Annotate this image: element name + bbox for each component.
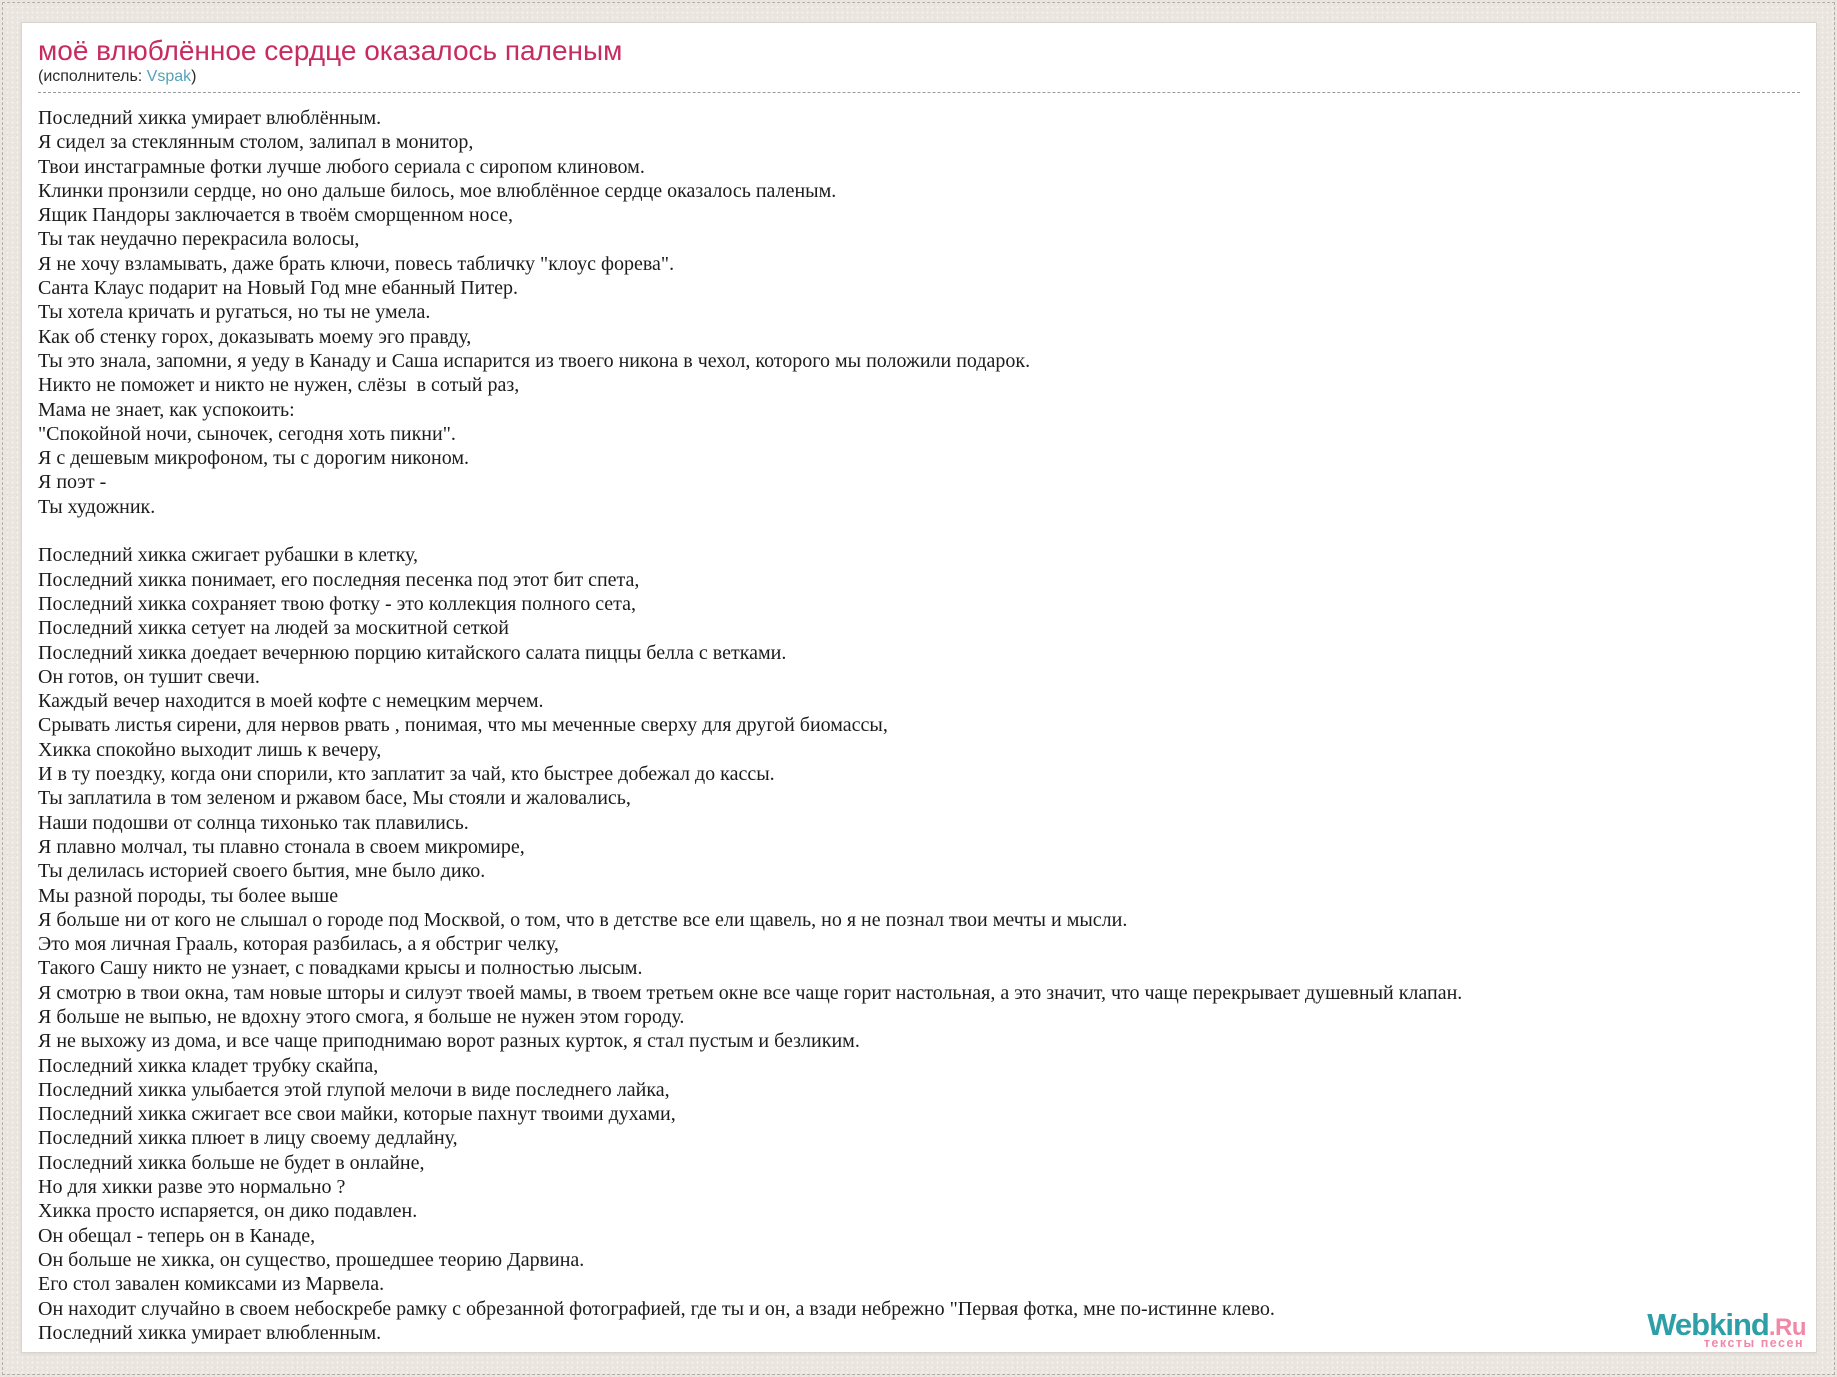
lyric-line: Я поэт - [38, 471, 107, 494]
lyric-line: Я с дешевым микрофоном, ты с дорогим никоном. [38, 447, 469, 470]
lyric-line: "Спокойной ночи, сыночек, сегодня хоть пикни". [38, 422, 456, 445]
lyric-line: Последний хикка плюет в лицу своему дедлайну, [38, 1127, 458, 1150]
webkind-logo-domain: .Ru [1768, 1313, 1806, 1341]
lyric-line: Последний хикка умирает влюблённым. [38, 107, 382, 129]
song-title: моё влюблённое сердце оказалось паленым [38, 35, 623, 66]
lyric-line: Последний хикка сжигает рубашки в клетку, [38, 544, 419, 567]
webkind-logo[interactable] [1647, 1306, 1806, 1350]
lyric-line: Я не хочу взламывать, даже брать ключи, повесь табличку "клоус форева". [38, 252, 675, 275]
webkind-logo-tagline: тексты песен [1703, 1335, 1804, 1350]
lyric-line: Ты это знала, запомни, я уеду в Канаду и Саша испарится из твоего никона в чехол, которого мы положили подарок. [38, 349, 1031, 372]
lyric-line: Ты хотела кричать и ругаться, но ты не умела. [38, 301, 431, 324]
lyric-line: Ящик Пандоры заключается в твоём сморщенном носе, [38, 204, 514, 227]
artist-suffix: ) [191, 68, 197, 85]
lyrics-stanza [38, 106, 1800, 519]
lyric-line: Мы разной породы, ты более выше [38, 884, 339, 907]
lyric-line: Каждый вечер находится в моей кофте с немецким мерчем. [38, 690, 544, 713]
lyric-line: Это моя личная Грааль, которая разбилась, а я обстриг челку, [38, 933, 559, 956]
lyric-line: Ты так неудачно перекрасила волосы, [38, 228, 360, 251]
lyrics-text [38, 106, 1800, 1345]
lyric-line: Я сидел за стеклянным столом, залипал в монитор, [38, 131, 474, 154]
lyric-line: Последний хикка сжигает все свои майки, которые пахнут твоими духами, [38, 1103, 676, 1126]
lyric-line: Клинки пронзили сердце, но оно дальше билось, мое влюблённое сердце оказалось паленым. [38, 179, 837, 202]
lyric-line: Он больше не хикка, он существо, прошедшее теорию Дарвина. [38, 1248, 585, 1271]
lyric-line: Я не выхожу из дома, и все чаще приподнимаю ворот разных курток, я стал пустым и безликим. [38, 1030, 860, 1053]
song-card [21, 22, 1817, 1353]
lyric-line: Твои инстаграмные фотки лучше любого сериала с сиропом клиновом. [38, 155, 645, 178]
lyric-line: Хикка просто испаряется, он дико подавлен. [38, 1200, 418, 1223]
lyric-line: Санта Клаус подарит на Новый Год мне ебанный Питер. [38, 277, 518, 300]
lyric-line: Последний хикка больше не будет в онлайне, [38, 1151, 425, 1174]
lyric-line: Но для хикки разве это нормально ? [38, 1176, 346, 1199]
lyric-line: Он готов, он тушит свечи. [38, 665, 260, 688]
lyric-line: Последний хикка сохраняет твою фотку - это коллекция полного сета, [38, 592, 637, 615]
lyric-line: Последний хикка понимает, его последняя песенка под этот бит спета, [38, 568, 640, 591]
lyric-line: Ты заплатила в том зеленом и ржавом басе, Мы стояли и жаловались, [38, 787, 631, 810]
artist-line [38, 67, 1800, 87]
lyric-line: Его стол завален комиксами из Марвела. [38, 1273, 385, 1296]
lyric-line: Наши подошви от солнца тихонько так плавились. [38, 811, 469, 834]
lyric-line: Последний хикка умирает влюбленным. [38, 1321, 382, 1344]
lyric-line: Мама не знает, как успокоить: [38, 398, 295, 421]
lyric-line: Последний хикка улыбается этой глупой мелочи в виде последнего лайка, [38, 1078, 670, 1101]
lyric-line: Я плавно молчал, ты плавно стонала в своем микромире, [38, 835, 525, 858]
lyric-line: Никто не поможет и никто не нужен, слёзы в сотый раз, [38, 374, 520, 397]
lyric-line: Он обещал - теперь он в Канаде, [38, 1224, 316, 1247]
lyric-line: Я смотрю в твои окна, там новые шторы и силуэт твоей мамы, в твоем третьем окне все чаще горит настольная, а это значит, что чаще перекрывает душевный клапан. [38, 981, 1463, 1004]
lyric-line: И в ту поездку, когда они спорили, кто заплатит за чай, кто быстрее добежал до кассы. [38, 763, 775, 786]
lyric-line: Я больше не выпью, не вдохну этого смога, я больше не нужен этом городу. [38, 1005, 685, 1028]
lyric-line: Ты художник. [38, 495, 156, 518]
lyric-line: Последний хикка сетует на людей за москитной сеткой [38, 617, 509, 640]
artist-prefix: (исполнитель: [38, 68, 147, 85]
artist-link[interactable]: Vspak [146, 68, 192, 85]
lyrics-stanza [38, 543, 1800, 1345]
lyric-line: Ты делилась историей своего бытия, мне было дико. [38, 860, 486, 883]
lyric-line: Срывать листья сирени, для нервов рвать , понимая, что мы меченные сверху для другой биомассы, [38, 714, 888, 737]
lyric-line: Он находит случайно в своем небоскребе рамку с обрезанной фотографией, где ты и он, а взади небрежно "Первая фотка, мне по-истинне клево. [38, 1297, 1275, 1320]
lyric-line: Последний хикка доедает вечернюю порцию китайского салата пиццы белла с ветками. [38, 641, 787, 664]
lyric-line: Последний хикка кладет трубку скайпа, [38, 1054, 379, 1077]
lyric-line: Хикка спокойно выходит лишь к вечеру, [38, 738, 382, 761]
lyric-line: Как об стенку горох, доказывать моему эго правду, [38, 325, 472, 348]
lyric-line: Такого Сашу никто не узнает, с повадками крысы и полностью лысым. [38, 957, 643, 980]
dashed-separator [38, 92, 1800, 93]
webkind-logo-wordmark: Webkind [1647, 1306, 1769, 1342]
lyric-line: Я больше ни от кого не слышал о городе под Москвой, о том, что в детстве все ели щавель, но я не познал твои мечты и мысли. [38, 908, 1128, 931]
